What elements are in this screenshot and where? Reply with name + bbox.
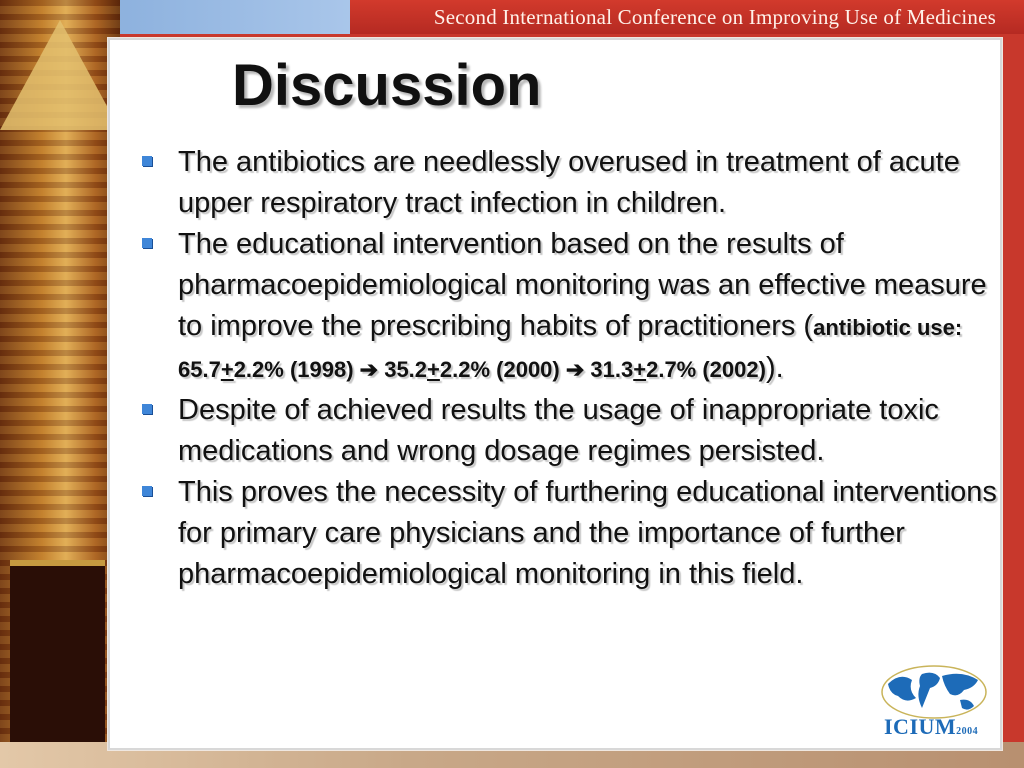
bullet-text: The antibiotics are needlessly overused in treatment of acute upper respiratory tract infection in children. (178, 146, 960, 219)
stat-1998-rest: 2.2% (1998) (233, 357, 360, 382)
bullet-item (140, 472, 998, 595)
logo-year: 2004 (956, 726, 979, 737)
bullet-item (140, 390, 998, 472)
plus-minus-sign: + (427, 357, 440, 382)
arrow-right-icon: ➔ (359, 357, 379, 382)
conference-banner (350, 0, 1024, 34)
bullet-square-icon (142, 486, 152, 496)
stat-2002-value: 31.3 (584, 357, 634, 382)
plus-minus-sign: + (220, 357, 234, 382)
bullet-item (140, 224, 998, 390)
slide-title: Discussion (232, 53, 542, 118)
arrow-right-icon: ➔ (565, 357, 585, 382)
bullet-text: The educational intervention based on the results of pharmacoepidemiological monitoring was an effective measure to improve the prescribing habits of practitioners ( (178, 228, 987, 342)
conference-title: Second International Conference on Improving Use of Medicines (433, 5, 996, 29)
temple-decoration (0, 0, 120, 768)
bullet-square-icon (142, 404, 152, 414)
bullet-text: Despite of achieved results the usage of inappropriate toxic medications and wrong dosage regimes persisted. (178, 394, 939, 467)
stat-2002-rest: 2.7% (2002) (646, 357, 766, 382)
bullet-list (140, 142, 998, 595)
logo-name: ICIUM (884, 714, 957, 739)
bullet-square-icon (142, 156, 152, 166)
bullet-item (140, 142, 998, 224)
bullet-text: This proves the necessity of furthering educational interventions for primary care physicians and the importance of further pharmacoepidemiological monitoring in this field. (178, 476, 997, 590)
bullet-text-end: ). (765, 352, 784, 384)
stat-2000-value: 35.2 (378, 357, 428, 382)
stat-2000-rest: 2.2% (2000) (439, 357, 566, 382)
icium-logo-text (884, 714, 978, 740)
plus-minus-sign: + (633, 357, 647, 382)
temple-roof-ornament (0, 20, 120, 130)
bullet-square-icon (142, 238, 152, 248)
stat-1998-value: antibiotic use: 65.7 (178, 315, 963, 382)
temple-door (10, 560, 105, 756)
